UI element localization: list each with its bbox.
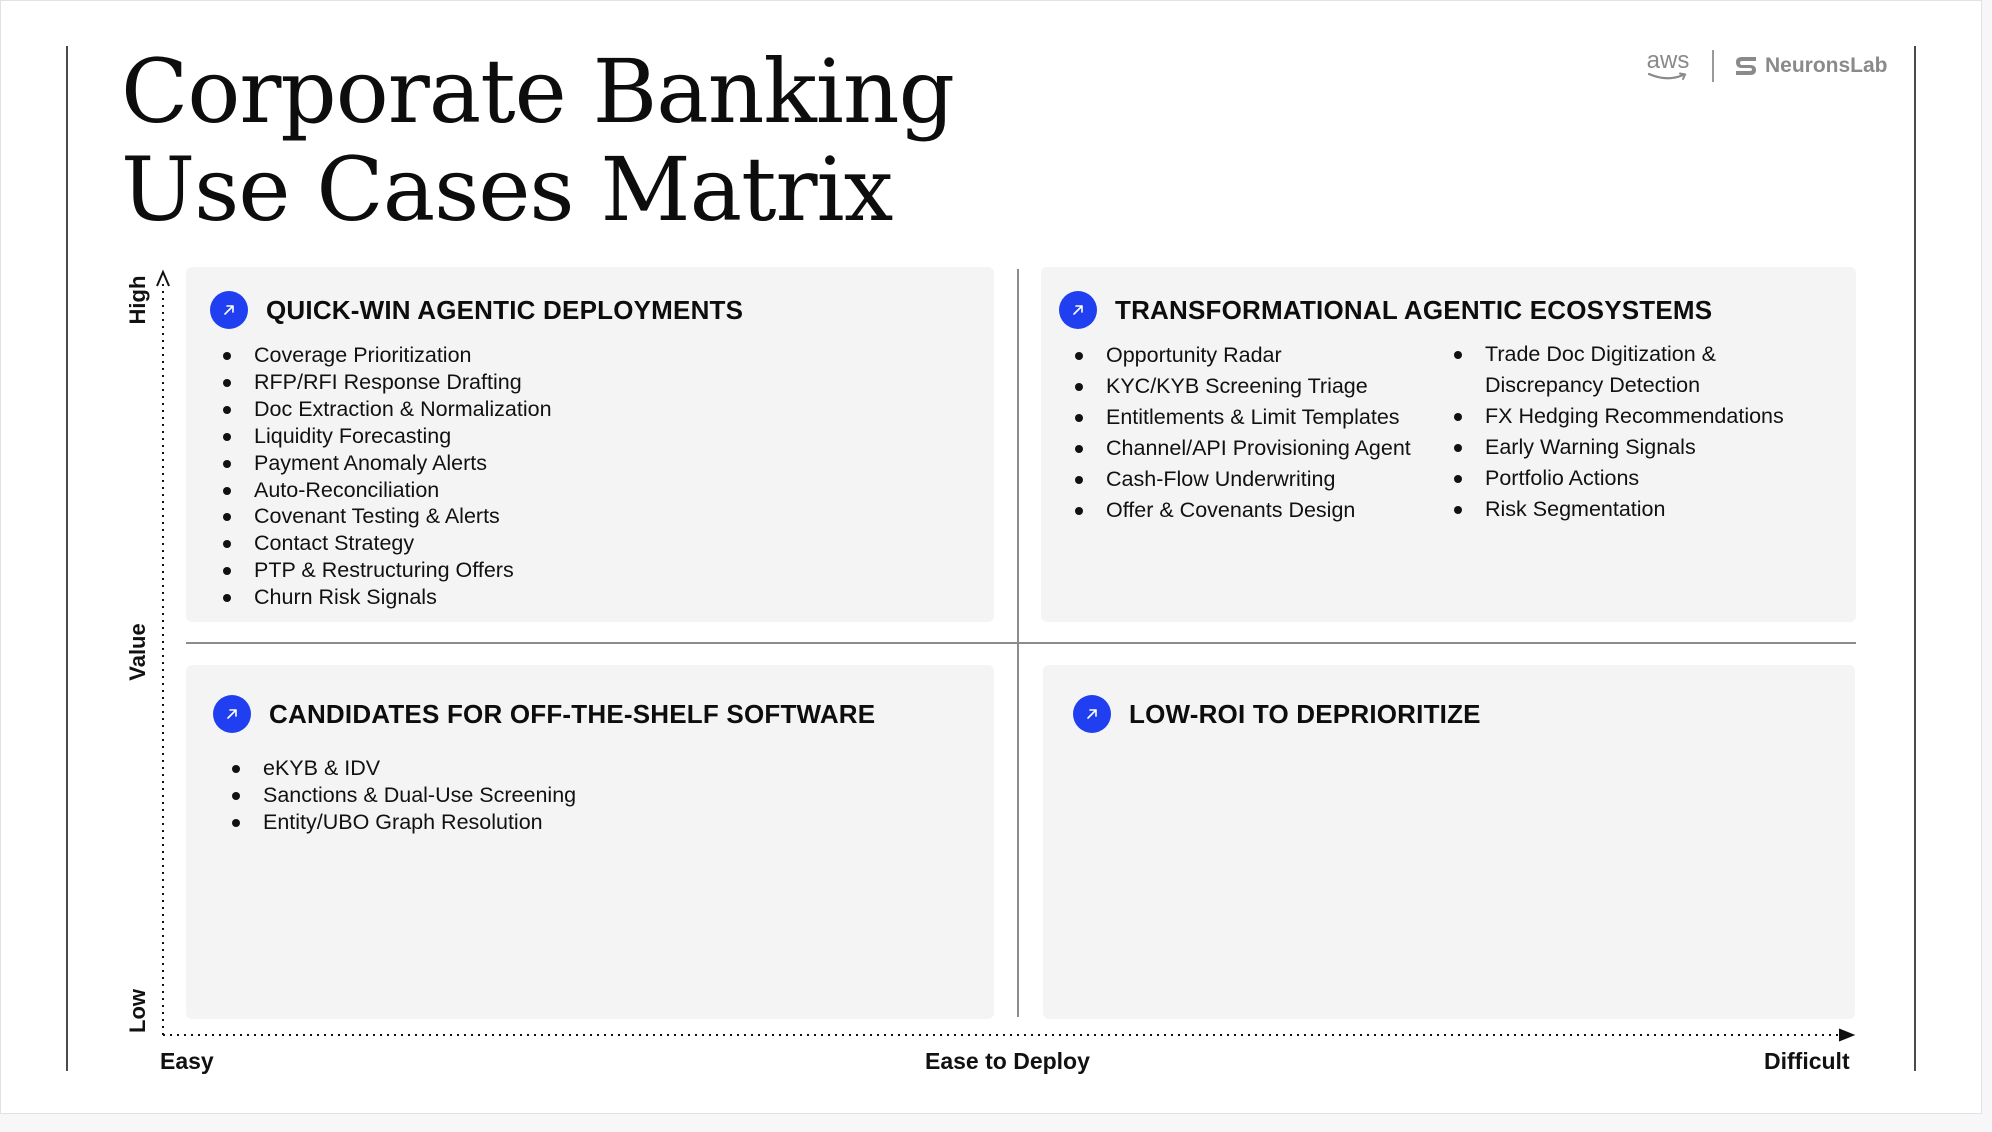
list-item: RFP/RFI Response Drafting	[223, 369, 552, 396]
list-item-line-1: Trade Doc Digitization &	[1485, 342, 1717, 366]
list-item: Risk Segmentation	[1454, 494, 1784, 525]
list-item: Channel/API Provisioning Agent	[1075, 433, 1411, 464]
list-item: Auto-Reconciliation	[223, 477, 552, 504]
list-item: FX Hedging Recommendations	[1454, 401, 1784, 432]
y-axis-arrow-icon	[157, 272, 169, 286]
list-item: Portfolio Actions	[1454, 463, 1784, 494]
quadrant-off-the-shelf-title: CANDIDATES FOR OFF-THE-SHELF SOFTWARE	[269, 698, 876, 729]
list-item: Opportunity Radar	[1075, 340, 1411, 371]
list-item: Contact Strategy	[223, 530, 552, 557]
list-item: Liquidity Forecasting	[223, 423, 552, 450]
quadrant-low-roi-title: LOW-ROI TO DEPRIORITIZE	[1129, 698, 1481, 729]
list-item: Early Warning Signals	[1454, 432, 1784, 463]
axes	[1, 1, 1981, 1113]
list-item: Entitlements & Limit Templates	[1075, 402, 1411, 433]
aws-logo-text: aws	[1646, 47, 1690, 74]
x-axis-easy-label: Easy	[160, 1048, 214, 1074]
y-axis-title: Value	[125, 623, 150, 681]
list-item: Churn Risk Signals	[223, 584, 552, 611]
x-axis-title: Ease to Deploy	[925, 1048, 1090, 1074]
list-item: Coverage Prioritization	[223, 342, 552, 369]
page-title-line-2: Use Cases Matrix	[121, 138, 893, 241]
y-axis-low-label: Low	[125, 989, 150, 1033]
list-item: Offer & Covenants Design	[1075, 495, 1411, 526]
y-axis-high-label: High	[125, 275, 150, 325]
list-item: Cash-Flow Underwriting	[1075, 464, 1411, 495]
x-axis-difficult-label: Difficult	[1764, 1048, 1850, 1074]
list-item: PTP & Restructuring Offers	[223, 557, 552, 584]
list-item: Payment Anomaly Alerts	[223, 450, 552, 477]
list-item: Covenant Testing & Alerts	[223, 503, 552, 530]
list-item: KYC/KYB Screening Triage	[1075, 371, 1411, 402]
quadrant-quick-win-title: QUICK-WIN AGENTIC DEPLOYMENTS	[266, 294, 744, 325]
list-item-line-2: Discrepancy Detection	[1485, 373, 1701, 397]
list-item: Sanctions & Dual-Use Screening	[232, 782, 576, 809]
neuronslab-logo-text: NeuronsLab	[1765, 54, 1888, 77]
list-item: Doc Extraction & Normalization	[223, 396, 552, 423]
page-title-line-1: Corporate Banking	[121, 40, 954, 143]
list-item: Entity/UBO Graph Resolution	[232, 809, 576, 836]
list-item: eKYB & IDV	[232, 755, 576, 782]
quadrant-transformational-title: TRANSFORMATIONAL AGENTIC ECOSYSTEMS	[1115, 294, 1713, 325]
x-axis-arrow-icon	[1839, 1029, 1854, 1041]
